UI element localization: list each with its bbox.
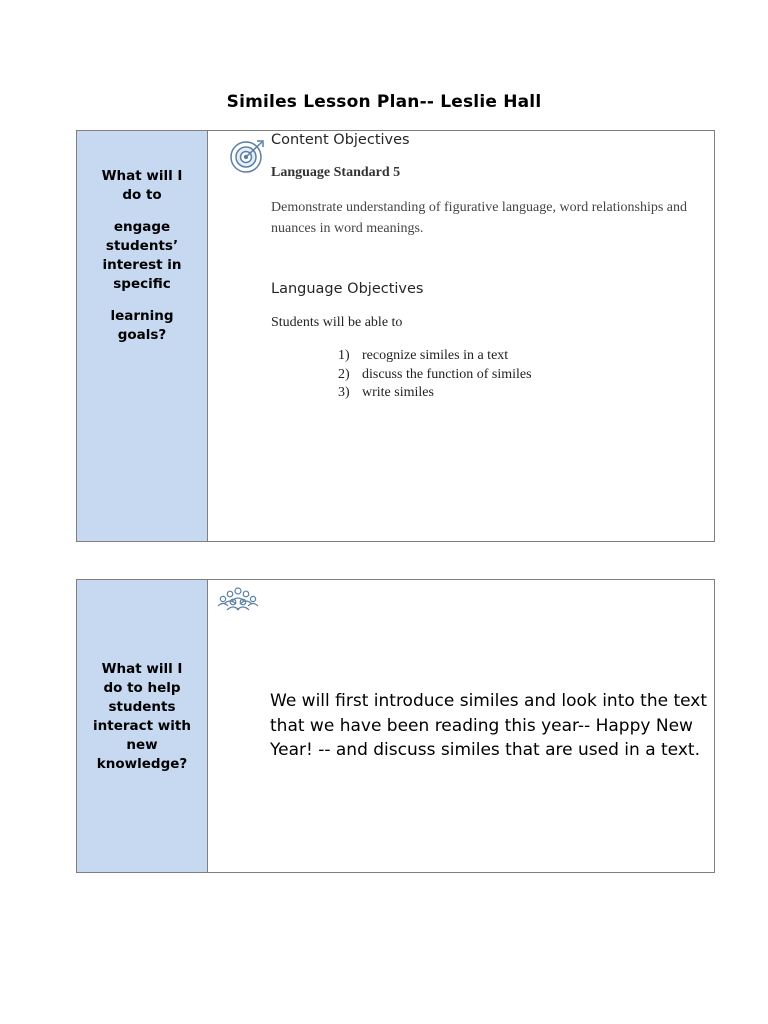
page-title: Similes Lesson Plan-- Leslie Hall [226, 92, 542, 112]
list-item [338, 384, 532, 403]
interact-question [77, 580, 208, 872]
list-number: 3) [338, 385, 350, 400]
question-line: What will I [101, 168, 183, 184]
standard-description: Demonstrate understanding of figurative language, word relationships and nuances in word meanings. [271, 200, 687, 236]
question-line: do to help [103, 680, 181, 696]
objectives-list [338, 347, 532, 403]
engage-question [77, 131, 208, 541]
interaction-description: We will first introduce similes and look into the text that we have been reading this year-- Happy New Year! -- and discuss similes that are used in a text. [270, 691, 708, 760]
question-line: engage [113, 219, 171, 235]
language-objectives-heading: Language Objectives [271, 281, 424, 297]
question-line: knowledge? [96, 756, 188, 772]
list-number: 1) [338, 348, 350, 363]
list-number: 2) [338, 366, 350, 382]
question-line: do to [122, 187, 162, 203]
content-objectives-heading: Content Objectives [271, 132, 410, 148]
target-icon [228, 137, 268, 181]
engage-content [208, 131, 714, 541]
interact-content [208, 580, 714, 872]
list-text: discuss the function of similes [362, 366, 532, 382]
interact-section [76, 579, 715, 873]
list-item [338, 366, 532, 385]
question-line: What will I [101, 661, 183, 677]
group-people-icon [216, 585, 260, 625]
question-line: new [126, 737, 158, 753]
question-line: goals? [117, 327, 167, 343]
question-line: interact with [93, 718, 191, 734]
question-line: specific [113, 276, 171, 292]
list-text: write similes [362, 385, 434, 400]
question-line: students’ [105, 238, 179, 254]
question-line: students [108, 699, 176, 715]
list-item [338, 347, 532, 366]
language-standard: Language Standard 5 [271, 165, 401, 180]
able-to-text: Students will be able to [271, 315, 403, 330]
question-line: learning [110, 308, 174, 324]
question-line: interest in [102, 257, 182, 273]
list-text: recognize similes in a text [362, 348, 509, 363]
engage-section [76, 130, 715, 542]
